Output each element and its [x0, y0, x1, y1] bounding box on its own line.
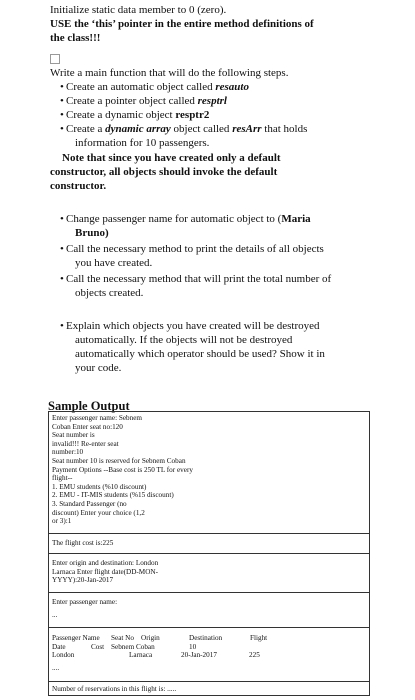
bullet-icon: •	[60, 81, 64, 93]
bullet-icon: •	[60, 273, 64, 285]
col-seat-no: Seat No	[111, 634, 134, 642]
ellipsis-line: ...	[52, 611, 58, 619]
sample-line: Payment Options --Base cost is 250 TL for every	[52, 465, 193, 474]
bullet-explain-destroy-l2: automatically. If the objects will not be destroyed	[75, 334, 293, 346]
bullet-icon: •	[60, 320, 64, 332]
bullet-pointer-object: • Create a pointer object called resptrl	[60, 95, 227, 107]
bullet-total-objects: • Call the necessary method that will print the total number of	[60, 273, 332, 285]
reservations-line: Number of reservations in this flight is: .....	[52, 685, 177, 693]
col-origin: Origin	[141, 634, 160, 642]
cell-cost: 225	[249, 651, 260, 660]
col-destination: Destination	[189, 634, 223, 642]
task-heading: Write a main function that will do the following steps.	[50, 67, 289, 79]
sample-line: Enter passenger name: Sebnem	[52, 414, 143, 422]
constructor-note: Note that since you have created only a default	[62, 152, 281, 164]
col-passenger-name: Passenger Name	[52, 634, 100, 642]
flight-cost-line: The flight cost is:225	[52, 539, 114, 547]
col-cost: Cost	[91, 642, 105, 651]
cell-origin: London	[52, 651, 75, 660]
sample-line: number:10	[52, 448, 84, 457]
bullet-explain-destroy-l4: your code.	[75, 362, 122, 374]
sample-line: 2. EMU - IT-MIS students (%15 discount)	[52, 491, 174, 500]
bullet-dynamic-object: • Create a dynamic object resptr2	[60, 109, 210, 121]
bullet-icon: •	[60, 243, 64, 255]
ellipsis-line: ....	[52, 664, 60, 672]
cell-destination: Larnaca	[129, 651, 153, 660]
checkbox-icon	[50, 54, 60, 64]
sample-divider	[49, 592, 369, 593]
bullet-dynamic-array-cont: information for 10 passengers.	[75, 137, 210, 149]
this-pointer-note-cont: the class!!!	[50, 32, 101, 44]
static-init-note: Initialize static data member to 0 (zero).	[50, 4, 227, 16]
sample-divider	[49, 553, 369, 554]
col-date: Date	[52, 642, 66, 651]
sample-line: 3. Standard Passenger (no	[52, 500, 127, 508]
bullet-dynamic-array: • Create a dynamic array object called resArr that holds	[60, 123, 308, 135]
sample-output-title: Sample Output	[48, 399, 130, 413]
origin-line: Enter origin and destination: London	[52, 559, 159, 567]
col-flight: Flight	[250, 634, 268, 642]
sample-divider	[49, 681, 369, 682]
bullet-explain-destroy-l3: automatically which operator should be used? Show it in	[75, 348, 325, 360]
bullet-change-name: • Change passenger name for automatic object to (Maria	[60, 213, 311, 225]
sample-divider	[49, 533, 369, 534]
this-pointer-note: USE the ‘this’ pointer in the entire method definitions of	[50, 18, 314, 30]
bullet-print-details: • Call the necessary method to print the details of all objects	[60, 243, 324, 255]
bullet-total-objects-cont: objects created.	[75, 287, 144, 299]
bullet-automatic-object: • Create an automatic object called resauto	[60, 81, 249, 93]
cell-seat-no: 10	[189, 642, 197, 651]
sample-line: 1. EMU students (%10 discount)	[52, 482, 147, 491]
sample-line: Seat number is	[52, 431, 95, 440]
sample-line: discount) Enter your choice (1,2	[52, 508, 145, 517]
bullet-icon: •	[60, 95, 64, 107]
bullet-explain-destroy: • Explain which objects you have created will be destroyed	[60, 320, 320, 332]
sample-line: flight--	[52, 474, 73, 483]
enter-name-line: Enter passenger name:	[52, 598, 118, 606]
bullet-icon: •	[60, 213, 64, 225]
bullet-icon: •	[60, 109, 64, 121]
bullet-print-details-cont: you have created.	[75, 257, 153, 269]
sample-line: or 3):1	[52, 517, 72, 526]
constructor-note-end: constructor.	[50, 180, 107, 192]
sample-line: invalid!!! Re-enter seat	[52, 439, 119, 448]
bullet-icon: •	[60, 123, 64, 135]
sample-line: Coban Enter seat no:120	[52, 422, 123, 431]
origin-line: Larnaca Enter flight date(DD-MON-	[52, 567, 158, 576]
bullet-change-name-cont: Bruno)	[75, 227, 109, 239]
sample-output-box	[48, 411, 370, 696]
sample-line: Seat number 10 is reserved for Sebnem Coban	[52, 457, 186, 465]
constructor-note-cont: constructor, all objects should invoke the default	[50, 166, 278, 178]
sample-divider	[49, 627, 369, 628]
origin-line: YYYY):20-Jan-2017	[52, 576, 114, 585]
cell-passenger-name: Sebnem Coban	[111, 642, 155, 651]
cell-date: 20-Jan-2017	[181, 651, 217, 660]
